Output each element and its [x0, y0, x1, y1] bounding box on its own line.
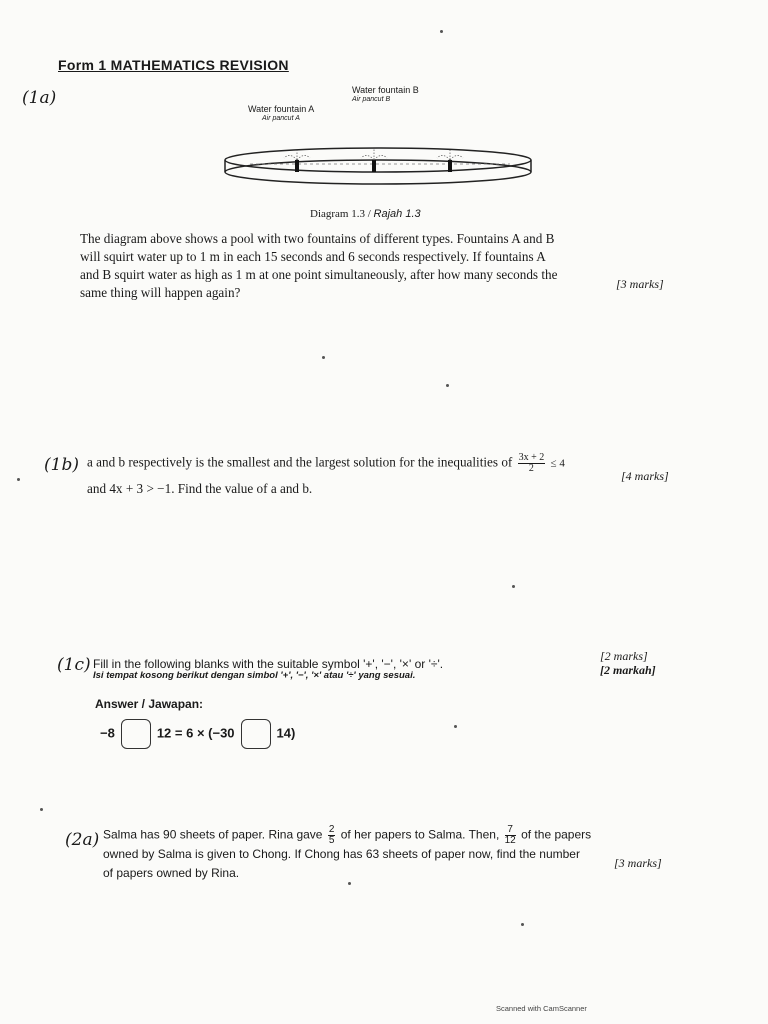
question-label-1b: (1b): [44, 455, 79, 475]
scanner-watermark: Scanned with CamScanner: [496, 1004, 587, 1013]
q1a-line-4: same thing will happen again?: [80, 285, 241, 300]
fountain-b-label: Water fountain B: [352, 85, 419, 95]
fountain-b-malay-label: Air pancut B: [352, 96, 391, 103]
q2a-line-3: of papers owned by Rina.: [103, 866, 240, 880]
scan-speck: [446, 384, 449, 387]
scan-speck: [512, 585, 515, 588]
q1b-marks: [4 marks]: [621, 469, 669, 483]
fraction-seven-twelfths: $\frac{7}{12}$: [504, 824, 516, 846]
question-label-1a: (1a): [22, 88, 57, 108]
scan-speck: [322, 356, 325, 359]
answer-blank-2[interactable]: [241, 719, 271, 749]
q2a-line-1: Salma has 90 sheets of paper. Rina gave $\frac{2}{5}$ of her papers to Salma. Then, $\frac{7}{12}$ of the papers: [103, 824, 592, 846]
q2a-line-2: owned by Salma is given to Chong. If Chong has 63 sheets of paper now, find the number: [103, 847, 580, 861]
q1b-line-2: and 4x + 3 > −1. Find the value of a and b.: [87, 481, 313, 496]
diagram-caption: Diagram 1.3 / Rajah 1.3: [310, 208, 421, 220]
q1b-line-1: a and b respectively is the smallest and the largest solution for the inequalities of $\frac{3x + 2}{2}$ ≤ 4: [87, 452, 565, 474]
scan-speck: [40, 808, 43, 811]
fraction-two-fifths: $\frac{2}{5}$: [328, 824, 335, 846]
answer-expression: −8 12 = 6 × (−30 14): [100, 719, 295, 749]
q1a-marks: [3 marks]: [616, 277, 664, 291]
q1c-marks: [2 marks]: [600, 649, 648, 663]
fountain-a-malay-label: Air pancut A: [262, 115, 300, 122]
scan-speck: [440, 30, 443, 33]
question-label-1c: (1c): [57, 655, 91, 675]
question-label-2a: (2a): [65, 830, 100, 850]
q1a-line-1: The diagram above shows a pool with two fountains of different types. Fountains A and B: [80, 231, 555, 246]
q1c-line-1: Fill in the following blanks with the suitable symbol '+', '−', '×' or '÷'.: [93, 657, 444, 671]
inequality-fraction: $\frac{3x + 2}{2}$: [518, 452, 545, 474]
q1a-line-3: and B squirt water as high as 1 m at one point simultaneously, after how many seconds the: [80, 267, 558, 282]
pool-diagram: [220, 120, 540, 195]
answer-blank-1[interactable]: [121, 719, 151, 749]
scan-speck: [17, 478, 20, 481]
scan-speck: [521, 923, 524, 926]
page-title: Form 1 MATHEMATICS REVISION: [58, 57, 289, 73]
q1c-line-2-malay: Isi tempat kosong berikut dengan simbol '+', '−', '×' atau '÷' yang sesuai.: [93, 670, 416, 681]
answer-label: Answer / Jawapan:: [95, 697, 204, 711]
q1a-line-2: will squirt water up to 1 m in each 15 seconds and 6 seconds respectively. If fountains A: [80, 249, 546, 264]
scan-speck: [454, 725, 457, 728]
scan-speck: [348, 882, 351, 885]
fountain-a-label: Water fountain A: [248, 104, 315, 114]
q2a-marks: [3 marks]: [614, 856, 662, 870]
q1c-marks-malay: [2 markah]: [600, 663, 656, 677]
